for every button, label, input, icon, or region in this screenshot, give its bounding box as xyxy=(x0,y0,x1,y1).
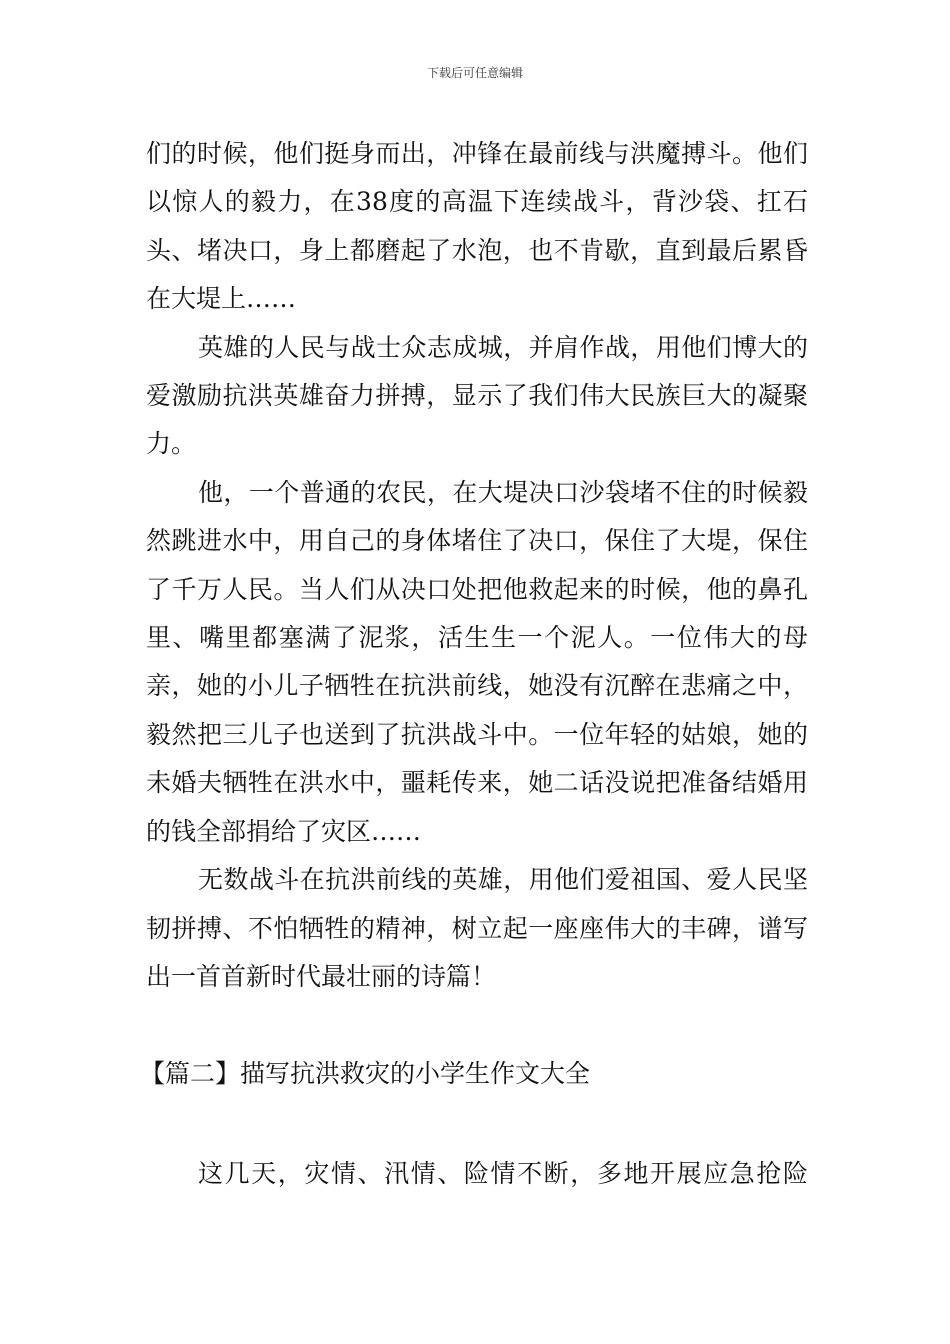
paragraph-monument: 无数战斗在抗洪前线的英雄，用他们爱祖国、爱人民坚韧拼搏、不怕牺牲的精神，树立起一座座伟大的丰碑，谱写出一首首新时代最壮丽的诗篇！ xyxy=(146,865,808,991)
paragraph-hero-stories: 他，一个普通的农民，在大堤决口沙袋堵不住的时候毅然跳进水中，用自己的身体堵住了决口，保住了大堤，保住了千万人民。当人们从决口处把他救起来的时候，他的鼻孔里、嘴里都塞满了泥浆，活生生一个泥人。一位伟大的母亲，她的小儿子牺牲在抗洪前线，她没有沉醉在悲痛之中，毅然把三儿子也送到了抗洪战斗中。一位年轻的姑娘，她的未婚夫牺牲在洪水中，噩耗传来，她二话没说把准备结婚用的钱全部捐给了灾区…… xyxy=(146,477,808,846)
paragraph-continuation: 们的时候，他们挺身而出，冲锋在最前线与洪魔搏斗。他们以惊人的毅力，在38度的高温下连续战斗，背沙袋、扛石头、堵决口，身上都磨起了水泡，也不肯歇，直到最后累昏在大堤上…… xyxy=(146,139,808,314)
section-heading: 【篇二】描写抗洪救灾的小学生作文大全 xyxy=(140,1059,591,1089)
page-header-note: 下载后可任意编辑 xyxy=(426,66,523,80)
paragraph-heroes-unity: 英雄的人民与战士众志成城，并肩作战，用他们博大的爱激励抗洪英雄奋力拼搏，显示了我们伟大民族巨大的凝聚力。 xyxy=(146,332,808,459)
paragraph-section-two-start: 这几天，灾情、汛情、险情不断，多地开展应急抢险 xyxy=(198,1158,808,1188)
document-body xyxy=(140,130,808,1198)
